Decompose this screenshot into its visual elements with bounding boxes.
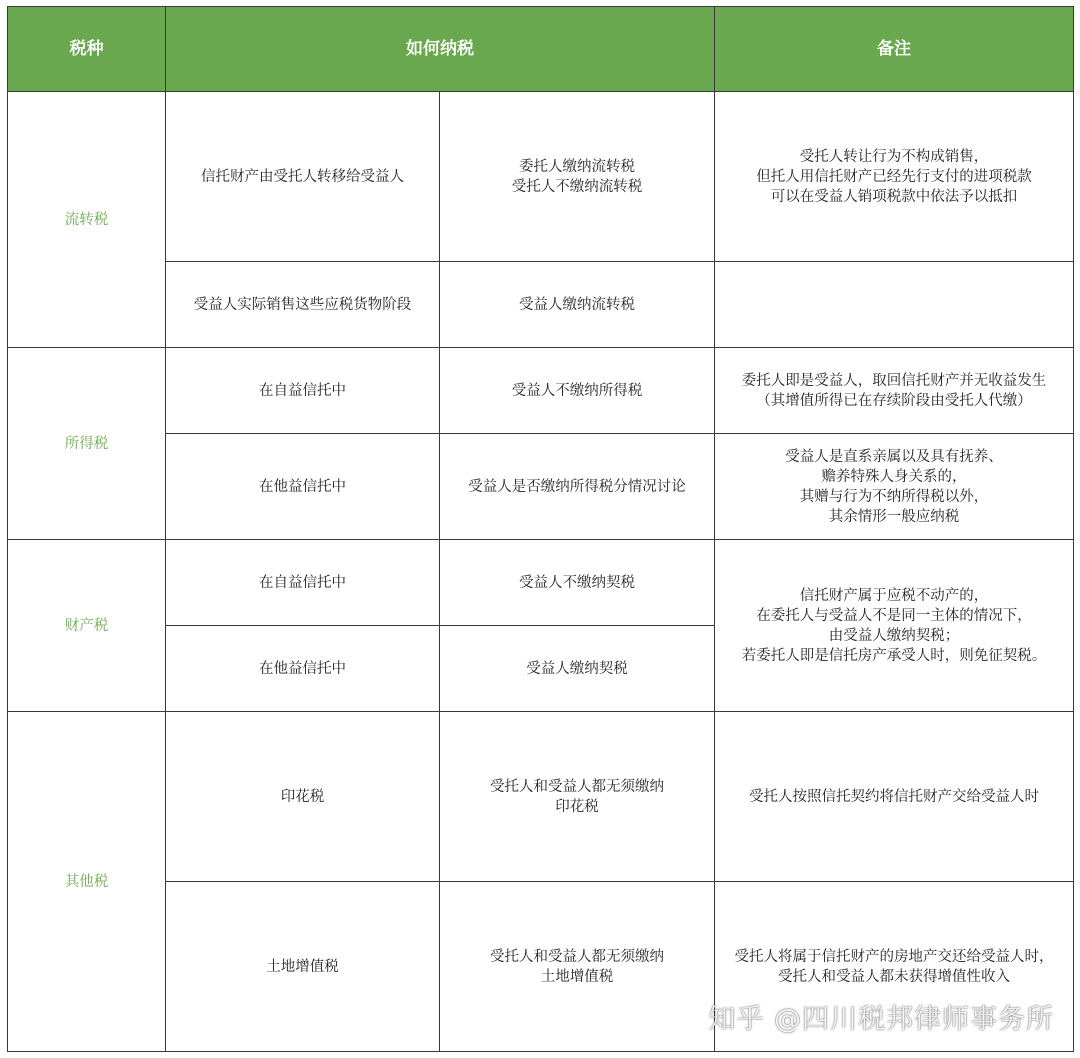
- stage-cell: 土地增值税: [166, 882, 440, 1052]
- how-cell: [440, 882, 715, 1052]
- how-line: 受托人和受益人都无须缴纳: [490, 948, 664, 965]
- header-remark: 备注: [715, 7, 1074, 92]
- stage-cell: 受益人实际销售这些应税货物阶段: [166, 262, 440, 348]
- how-line: 委托人缴纳流转税: [519, 158, 635, 175]
- how-line: 土地增值税: [540, 968, 614, 985]
- remark-line: 受益人是直系亲属以及具有抚养、: [785, 448, 1003, 465]
- how-line: 受益人不缴纳所得税: [511, 382, 643, 399]
- how-cell: [440, 92, 715, 262]
- how-cell: [440, 348, 715, 434]
- table-row: [8, 348, 1074, 434]
- remark-line: 赡养特殊人身关系的，: [821, 468, 967, 485]
- tax-table: [7, 6, 1074, 1052]
- remark-line: 可以在受益人销项税款中依法予以抵扣: [770, 188, 1018, 205]
- table-row: [8, 540, 1074, 626]
- remark-line: 若委托人即是信托房产承受人时，则免征契税。: [741, 647, 1047, 664]
- stage-cell: 在他益信托中: [166, 626, 440, 712]
- header-row: [8, 7, 1074, 92]
- remark-line: 其赠与行为不纳所得税以外，: [799, 488, 989, 505]
- table-row: [8, 92, 1074, 262]
- remark-cell: [715, 434, 1074, 540]
- remark-cell: [715, 348, 1074, 434]
- remark-line: （其增值所得已在存续阶段由受托人代缴）: [756, 392, 1032, 409]
- how-line: 受益人缴纳契税: [526, 660, 628, 677]
- remark-cell: [715, 712, 1074, 882]
- how-cell: [440, 626, 715, 712]
- remark-line: 受托人将属于信托财产的房地产交还给受益人时，: [734, 948, 1054, 965]
- remark-line: 受托人转让行为不构成销售，: [799, 148, 989, 165]
- remark-line: 受托人和受益人都未获得增值性收入: [778, 968, 1010, 985]
- remark-cell: [715, 540, 1074, 712]
- remark-line: 但托人用信托财产已经先行支付的进项税款: [756, 168, 1032, 185]
- stage-cell: 在自益信托中: [166, 540, 440, 626]
- remark-line: 其余情形一般应纳税: [828, 508, 960, 525]
- table-row: [8, 434, 1074, 540]
- how-line: 受托人和受益人都无须缴纳: [490, 778, 664, 795]
- stage-cell: 印花税: [166, 712, 440, 882]
- watermark: 知乎 @四川税邦律师事务所: [708, 1004, 1054, 1035]
- remark-cell: [715, 92, 1074, 262]
- table-row: [8, 712, 1074, 882]
- stage-cell: 在自益信托中: [166, 348, 440, 434]
- tax-type-cell: 流转税: [8, 92, 166, 348]
- remark-cell-empty: [715, 262, 1074, 348]
- stage-cell: 信托财产由受托人转移给受益人: [166, 92, 440, 262]
- how-line: 受托人不缴纳流转税: [511, 178, 643, 195]
- how-cell: [440, 434, 715, 540]
- table-row: [8, 262, 1074, 348]
- header-how-to-pay: 如何纳税: [166, 7, 715, 92]
- stage-cell: 在他益信托中: [166, 434, 440, 540]
- tax-type-cell: 财产税: [8, 540, 166, 712]
- remark-line: 受托人按照信托契约将信托财产交给受益人时: [749, 788, 1039, 805]
- how-line: 受益人不缴纳契税: [519, 574, 635, 591]
- remark-line: 在委托人与受益人不是同一主体的情况下，: [756, 607, 1032, 624]
- how-line: 受益人是否缴纳所得税分情况讨论: [468, 478, 686, 495]
- how-cell: [440, 262, 715, 348]
- how-cell: [440, 540, 715, 626]
- remark-line: 委托人即是受益人，取回信托财产并无收益发生: [741, 372, 1047, 389]
- tax-type-cell: 所得税: [8, 348, 166, 540]
- remark-line: 信托财产属于应税不动产的，: [799, 587, 989, 604]
- tax-type-cell: 其他税: [8, 712, 166, 1052]
- remark-line: 由受益人缴纳契税；: [828, 627, 960, 644]
- how-line: 受益人缴纳流转税: [519, 296, 635, 313]
- header-tax-type: 税种: [8, 7, 166, 92]
- how-line: 印花税: [555, 798, 599, 815]
- how-cell: [440, 712, 715, 882]
